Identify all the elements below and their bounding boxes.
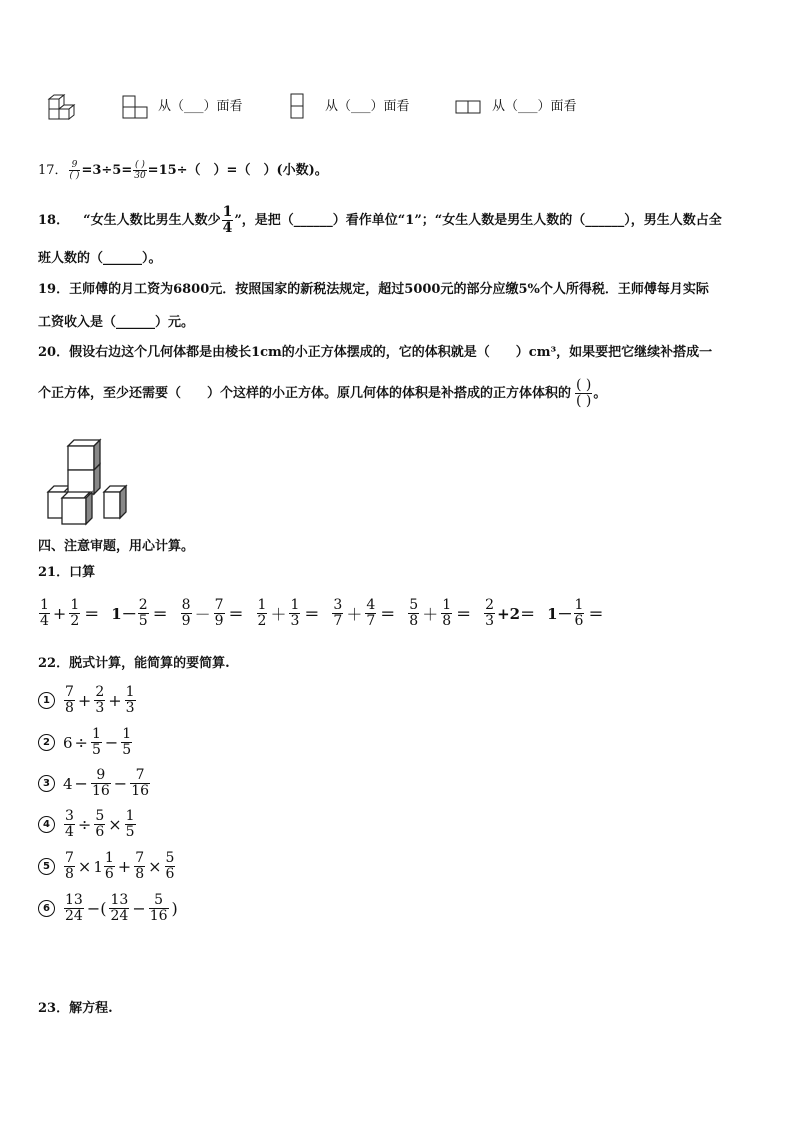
q17-rest: =15÷（ ）=（ ）(小数)。 [147, 163, 328, 178]
q21-row [38, 598, 615, 629]
q22-title: 22．脱式计算，能简算的要简算. [38, 656, 230, 671]
q18-line2: 班人数的（______）。 [38, 251, 162, 266]
q17-fraction-2: $\frac{( )}{30}$ [134, 160, 146, 181]
question-18 [38, 205, 722, 236]
circled-number: 5 [38, 858, 55, 875]
front-view-figure [122, 95, 148, 123]
cube-stack-figure [44, 93, 80, 121]
circled-number: 6 [38, 900, 55, 917]
section-4-title: 四、注意审题，用心计算。 [38, 539, 195, 554]
q21-item: $\frac{3}{7}$ ＋ $\frac{4}{7}$ ＝ [333, 597, 396, 629]
q17-number: 17． [38, 163, 68, 178]
question-17 [38, 160, 328, 181]
q22-expression-3: 3 4 − $\frac{9}{16}$ − $\frac{7}{16}$ [38, 768, 151, 799]
q21-item: $\frac{1}{4}$ + $\frac{1}{2}$ ＝ [40, 597, 100, 629]
view-label-1: 从（___）面看 [158, 99, 243, 114]
q18-part1: “女生人数比男生人数少 [83, 213, 221, 228]
q22-expression-1: 1 $\frac{7}{8}$ + $\frac{2}{3}$ + $\frac{1}{3}$ [38, 685, 137, 716]
q22-expression-5: 5 $\frac{7}{8}$ × 1 $\frac{1}{6}$ + $\frac{7}{8}$ × $\frac{5}{6}$ [38, 851, 176, 882]
q20-fraction-blank: $\frac{( )}{( )}$ [576, 377, 592, 409]
side-view-figure [290, 93, 304, 123]
mixed-number: 1 $\frac{1}{6}$ [93, 850, 114, 882]
q22-expression-4: 4 $\frac{3}{4}$ ÷ $\frac{5}{6}$ × $\frac{1}{5}$ [38, 809, 137, 840]
view-label-2: 从（___）面看 [325, 99, 410, 114]
q21-item: 1－ $\frac{2}{5}$ ＝ [111, 597, 168, 629]
q19-line2: 工资收入是（______）元。 [38, 315, 195, 330]
q20-line2: 个正方体，至少还需要（ ）个这样的小正方体。原几何体的体积是补搭成的正方体体积的 [38, 386, 572, 401]
cube-solid-figure [42, 438, 128, 528]
q20-line1: 20．假设右边这个几何体都是由棱长1cm的小正方体摆成的，它的体积就是（ ）cm³，如果要把它继续补搭成一 [38, 345, 713, 360]
q21-item: $\frac{2}{3}$ +2＝ [485, 597, 536, 629]
q21-item: $\frac{1}{2}$ ＋ $\frac{1}{3}$ ＝ [257, 597, 320, 629]
circled-number: 4 [38, 816, 55, 833]
circled-number: 3 [38, 775, 55, 792]
q21-item: $\frac{5}{8}$ ＋ $\frac{1}{8}$ ＝ [409, 597, 472, 629]
q21-item: 1－ $\frac{1}{6}$ ＝ [547, 597, 604, 629]
circled-number: 2 [38, 734, 55, 751]
q18-fraction: $\frac{1}{4}$ [222, 204, 233, 236]
q21-title: 21．口算 [38, 565, 96, 580]
q22-expression-6: 6 $\frac{13}{24}$ −( $\frac{13}{24}$ − $\frac{5}{16}$ ) [38, 893, 180, 924]
q18-part2: ”，是把（______）看作单位“1”；“女生人数是男生人数的（______），男生人数占全 [234, 213, 722, 228]
q21-item: $\frac{8}{9}$ － $\frac{7}{9}$ ＝ [181, 597, 244, 629]
view-label-3: 从（___）面看 [492, 99, 577, 114]
q17-mid: =3÷5= [81, 163, 133, 178]
q23-title: 23．解方程. [38, 1001, 113, 1016]
q19-line1: 19．王师傅的月工资为6800元．按照国家的新税法规定，超过5000元的部分应缴5%个人所得税．王师傅每月实际 [38, 282, 709, 297]
q17-fraction-1: $\frac{9}{( )}$ [69, 160, 80, 181]
q18-number: 18． [38, 213, 70, 228]
top-view-figure [455, 99, 483, 118]
q20-end: 。 [593, 386, 607, 401]
circled-number: 1 [38, 692, 55, 709]
q20-line2-row [38, 378, 606, 409]
q22-expression-2: 2 6 ÷ $\frac{1}{5}$ − $\frac{1}{5}$ [38, 727, 133, 758]
